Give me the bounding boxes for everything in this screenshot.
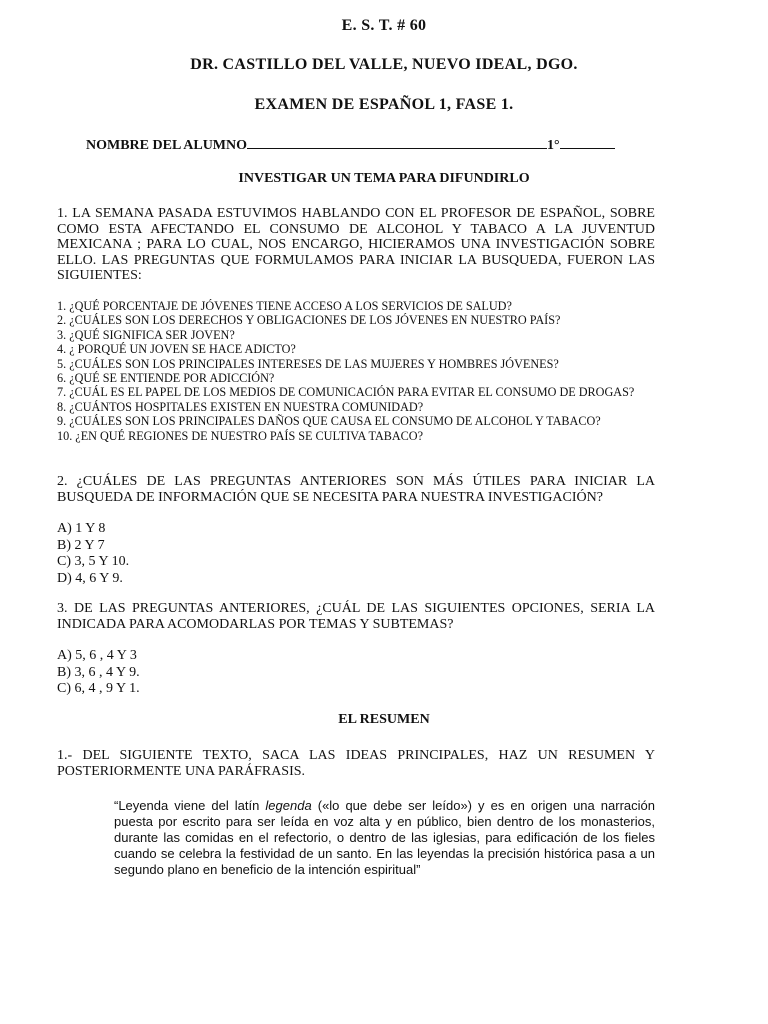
section-title-investigar: INVESTIGAR UN TEMA PARA DIFUNDIRLO: [238, 171, 530, 186]
student-name-line: [86, 136, 615, 154]
school-location: DR. CASTILLO DEL VALLE, NUEVO IDEAL, DGO.: [190, 56, 578, 73]
resumen-instruction: 1.- DEL SIGUIENTE TEXTO, SACA LAS IDEAS PRINCIPALES, HAZ UN RESUMEN Y POSTERIORMENTE UNA PARÁFRASIS.: [57, 748, 655, 779]
question-list: [57, 299, 655, 443]
list-item: 8. ¿CUÁNTOS HOSPITALES EXISTEN EN NUESTRA COMUNIDAD?: [57, 399, 424, 414]
question-3-options: [57, 648, 140, 698]
grade-blank[interactable]: [560, 136, 615, 149]
list-item: 4. ¿ PORQUÉ UN JOVEN SE HACE ADICTO?: [57, 342, 296, 357]
question-2-text: 2. ¿CUÁLES DE LAS PREGUNTAS ANTERIORES SON MÁS ÚTILES PARA INICIAR LA BUSQUEDA DE INFORMACIÓN QUE SE NECESITA PARA NUESTRA INVESTIGACIÓN?: [57, 474, 655, 505]
quote-text-rest: («lo que debe ser leído») y es en origen una narración puesta por escrito para ser leída en voz alta y en público, bien dentro de los monasterios, durante las comidas en el refectorio, o dentro de las iglesias, para edificación de los fieles cuando se celebra la festividad de un santo. En las leyendas la precisión histórica pasa a un segundo plano en beneficio de la intención espiritual”: [114, 798, 656, 877]
section-title-resumen: EL RESUMEN: [338, 712, 430, 727]
option-item[interactable]: C) 3, 5 Y 10.: [57, 554, 130, 569]
list-item: 5. ¿CUÁLES SON LOS PRINCIPALES INTERESES DE LAS MUJERES Y HOMBRES JÓVENES?: [57, 356, 559, 371]
question-3-text: 3. DE LAS PREGUNTAS ANTERIORES, ¿CUÁL DE LAS SIGUIENTES OPCIONES, SERIA LA INDICADA PARA ACOMODARLAS POR TEMAS Y SUBTEMAS?: [57, 601, 655, 632]
option-item[interactable]: B) 3, 6 , 4 Y 9.: [57, 664, 140, 680]
school-title: E. S. T. # 60: [341, 17, 427, 34]
option-item[interactable]: B) 2 Y 7: [57, 537, 105, 553]
option-item[interactable]: A) 1 Y 8: [57, 521, 106, 536]
student-name-label: NOMBRE DEL ALUMNO: [86, 138, 248, 153]
list-item: 9. ¿CUÁLES SON LOS PRINCIPALES DAÑOS QUE CAUSA EL CONSUMO DE ALCOHOL Y TABACO?: [57, 414, 601, 429]
legend-quote: [114, 798, 655, 878]
list-item: 10. ¿EN QUÉ REGIONES DE NUESTRO PAÍS SE CULTIVA TABACO?: [57, 428, 424, 443]
option-item[interactable]: A) 5, 6 , 4 Y 3: [57, 648, 137, 663]
exam-title: EXAMEN DE ESPAÑOL 1, FASE 1.: [254, 96, 514, 113]
question-2-options: [57, 521, 129, 587]
list-item: 2. ¿CUÁLES SON LOS DERECHOS Y OBLIGACIONES DE LOS JÓVENES EN NUESTRO PAÍS?: [57, 313, 561, 328]
list-item: 3. ¿QUÉ SIGNIFICA SER JOVEN?: [57, 327, 235, 342]
option-item[interactable]: C) 6, 4 , 9 Y 1.: [57, 681, 140, 696]
option-item[interactable]: D) 4, 6 Y 9.: [57, 570, 123, 586]
grade-label: 1°: [547, 138, 560, 153]
question-1-text: 1. LA SEMANA PASADA ESTUVIMOS HABLANDO CON EL PROFESOR DE ESPAÑOL, SOBRE COMO ESTA AFECTANDO EL CONSUMO DE ALCOHOL Y TABACO A LA JUVENTUD MEXICANA ; PARA LO CUAL, NOS ENCARGO, HICIERAMOS UNA INVESTIGACIÓN SOBRE ELLO. LAS PREGUNTAS QUE FORMULAMOS PARA INICIAR LA BUSQUEDA, FUERON LAS SIGUIENTES:: [57, 206, 655, 283]
list-item: 1. ¿QUÉ PORCENTAJE DE JÓVENES TIENE ACCESO A LOS SERVICIOS DE SALUD?: [57, 299, 512, 313]
student-name-blank[interactable]: [247, 136, 547, 149]
quote-text-start: “Leyenda viene del latín: [114, 798, 266, 813]
list-item: 6. ¿QUÉ SE ENTIENDE POR ADICCIÓN?: [57, 371, 275, 386]
quote-term: legenda: [265, 798, 312, 813]
list-item: 7. ¿CUÁL ES EL PAPEL DE LOS MEDIOS DE COMUNICACIÓN PARA EVITAR EL CONSUMO DE DROGAS?: [57, 385, 635, 400]
